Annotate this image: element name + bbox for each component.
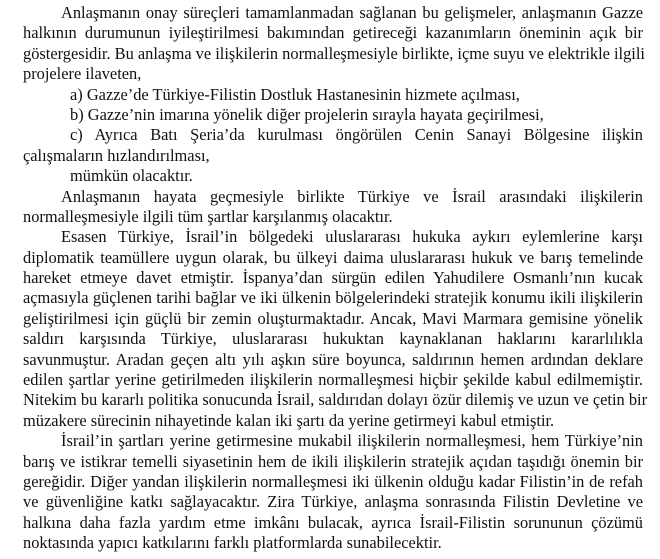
paragraph-3-line-1: Esasen Türkiye, İsrail’in bölgedeki uluslararası hukuka aykırı eylemlerine karşı [61, 227, 643, 247]
list-item-b: b) Gazze’nin imarına yönelik diğer projelerin sırayla hayata geçirilmesi, [70, 104, 544, 124]
paragraph-3-line-3: hareket etmeye davet etmiştir. İspanya’dan sürgün edilen Yahudilere Osmanlı’nın kucak [23, 268, 643, 288]
list-item-a: a) Gazze’de Türkiye-Filistin Dostluk Hastanesinin hizmete açılması, [70, 84, 520, 104]
list-item-c-line-2: çalışmaların hızlandırılması, [23, 145, 210, 165]
paragraph-4-line-4: ve güvenliğine katkı sağlayacaktır. Zira Türkiye, anlaşma sonrasında Filistin Devletine ve [23, 492, 643, 512]
document-body [23, 3, 648, 554]
paragraph-3-line-8: edilen şartlar yerine getirilmeden ilişkilerin normalleşmesi hiçbir şekilde kabul edilmemiştir. [23, 370, 643, 390]
paragraph-3-line-2: diplomatik teamüllere uygun olarak, bu ülkeyi daima uluslararası hukuk ve barış temelinde [23, 247, 643, 267]
list-item-c-line-1: c) Ayrıca Batı Şeria’da kurulması öngörülen Cenin Sanayi Bölgesine ilişkin [70, 125, 643, 145]
paragraph-4-line-1: İsrail’in şartları yerine getirmesine mukabil ilişkilerin normalleşmesi, hem Türkiye’nin [61, 431, 643, 451]
paragraph-4-line-3: gereğidir. Diğer yandan ilişkilerin normalleşmesi iki ülkenin olduğu kadar Filistin’in de refah [23, 471, 643, 491]
paragraph-3-line-5: geliştirilmesi için güçlü bir zemin oluşturmaktadır. Ancak, Mavi Marmara gemisine yönelik [23, 308, 643, 328]
paragraph-3-line-10: müzakere sürecinin nihayetinde kalan iki şartı da yerine getirmeyi kabul etmiştir. [23, 410, 555, 430]
paragraph-4-line-6: noktasında yapıcı katkılarını farklı platformlarda sunabilecektir. [23, 533, 442, 553]
paragraph-3-line-6: saldırı karşısında Türkiye, uluslararası hukuktan kaynaklanan haklarını kararlılıkla [23, 329, 643, 349]
paragraph-1-line-3: göstergesidir. Bu anlaşma ve ilişkilerin normalleşmesiyle birlikte, içme suyu ve elektrikle ilgili [23, 43, 645, 63]
paragraph-3-line-9: Nitekim bu kararlı politika sonucunda İsrail, saldırıdan dolayı özür dilemiş ve uzun ve çetin bir [23, 390, 648, 410]
paragraph-1-line-2: halkının durumunun iyileştirilmesi bakımından getireceği kazanımların öneminin açık bir [23, 23, 643, 43]
paragraph-2-line-1: Anlaşmanın hayata geçmesiyle birlikte Türkiye ve İsrail arasındaki ilişkilerin [61, 186, 643, 206]
list-conclusion: mümkün olacaktır. [70, 166, 193, 186]
paragraph-3-line-4: açmasıyla güçlenen tarihi bağlar ve iki ülkenin bölgelerindeki stratejik konumu ikili ilişkilerin [23, 288, 643, 308]
paragraph-1-line-1: Anlaşmanın onay süreçleri tamamlanmadan sağlanan bu gelişmeler, anlaşmanın Gazze [61, 3, 643, 22]
paragraph-1-line-4: projelere ilaveten, [23, 64, 142, 84]
paragraph-2-line-2: normalleşmesiyle ilgili tüm şartlar karşılanmış olacaktır. [23, 206, 393, 226]
paragraph-3-line-7: savunmuştur. Aradan geçen altı yılı aşkın süre boyunca, saldırının hemen ardından deklare [23, 349, 643, 369]
paragraph-4-line-2: barış ve istikrar temelli siyasetinin hem de ikili ilişkilerin stratejik açıdan taşıdığı önemin bir [23, 451, 643, 471]
paragraph-4-line-5: halkına daha fazla yardım etme imkânı bulacak, ayrıca İsrail-Filistin sorununun çözümü [23, 512, 643, 532]
